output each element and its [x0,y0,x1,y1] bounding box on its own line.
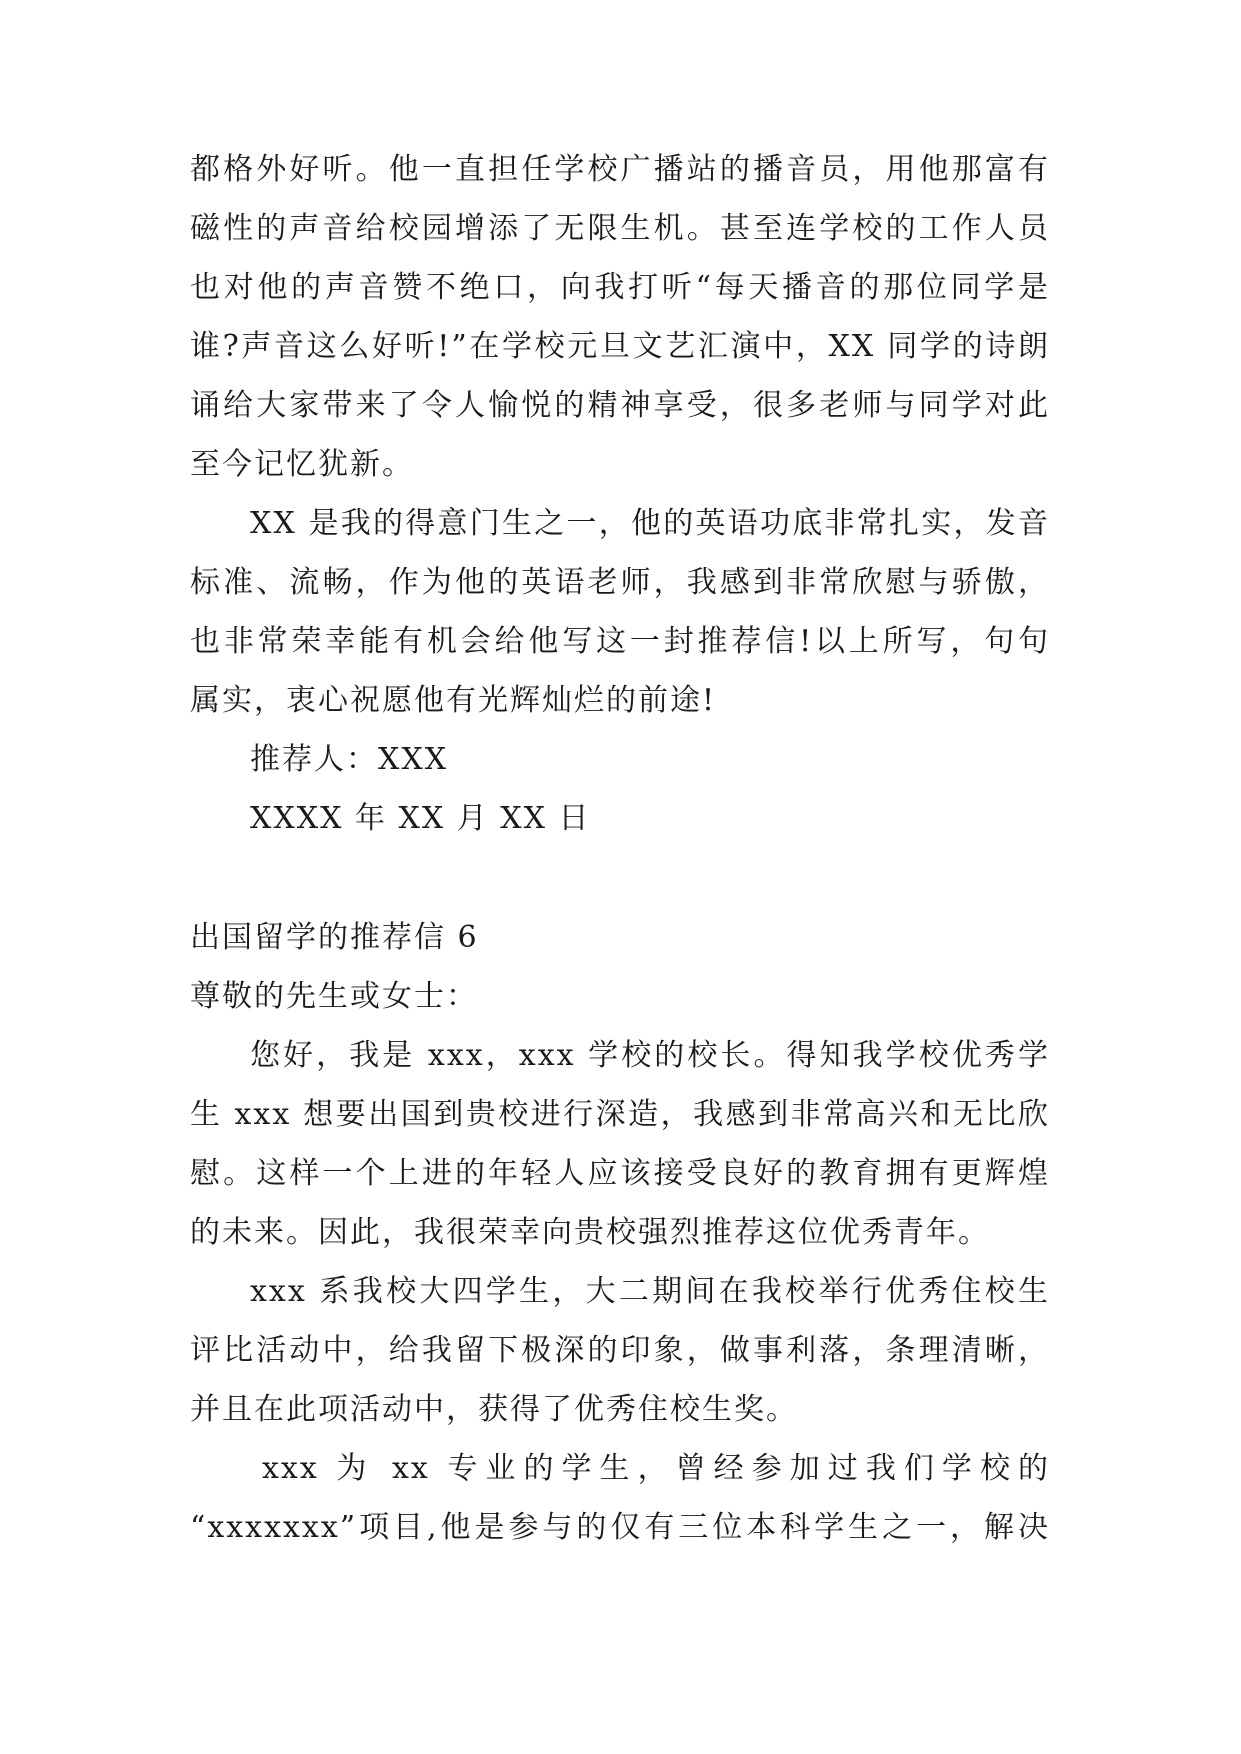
paragraph-line: xxx 为 xx 专业的学生，曾经参加过我们学校的 [262,1451,1050,1486]
signature: 推荐人：XXX [250,742,449,777]
paragraph-line: 至今记忆犹新。 [190,447,414,482]
paragraph-line: 并且在此项活动中，获得了优秀住校生奖。 [190,1392,798,1427]
paragraph-line: XX 是我的得意门生之一，他的英语功底非常扎实，发音 [250,506,1050,541]
paragraph-line: 您好，我是 xxx，xxx 学校的校长。得知我学校优秀学 [250,1038,1050,1073]
paragraph-line: 诵给大家带来了令人愉悦的精神享受，很多老师与同学对此 [190,388,1050,423]
paragraph-line: 生 xxx 想要出国到贵校进行深造，我感到非常高兴和无比欣 [190,1097,1050,1132]
paragraph-line: 谁?声音这么好听!”在学校元旦文艺汇演中，XX 同学的诗朗 [190,329,1050,364]
date: XXXX 年 XX 月 XX 日 [250,801,591,836]
paragraph-line: “xxxxxxx”项目,他是参与的仅有三位本科学生之一，解决 [190,1510,1050,1545]
paragraph-line: 标准、流畅，作为他的英语老师，我感到非常欣慰与骄傲， [190,565,1050,600]
section-title: 出国留学的推荐信 6 [190,920,479,955]
paragraph-line: 也对他的声音赞不绝口，向我打听“每天播音的那位同学是 [190,270,1050,305]
paragraph-line: 评比活动中，给我留下极深的印象，做事利落，条理清晰， [190,1333,1050,1368]
paragraph-line: 的未来。因此，我很荣幸向贵校强烈推荐这位优秀青年。 [190,1215,990,1250]
paragraph-line: 慰。这样一个上进的年轻人应该接受良好的教育拥有更辉煌 [190,1156,1050,1191]
paragraph-line: 也非常荣幸能有机会给他写这一封推荐信!以上所写，句句 [190,624,1050,659]
salutation: 尊敬的先生或女士： [190,979,478,1014]
paragraph-line: 磁性的声音给校园增添了无限生机。甚至连学校的工作人员 [190,211,1050,246]
paragraph-line: xxx 系我校大四学生，大二期间在我校举行优秀住校生 [250,1274,1050,1309]
paragraph-line: 都格外好听。他一直担任学校广播站的播音员，用他那富有 [190,152,1050,187]
paragraph-line: 属实，衷心祝愿他有光辉灿烂的前途! [190,683,717,718]
